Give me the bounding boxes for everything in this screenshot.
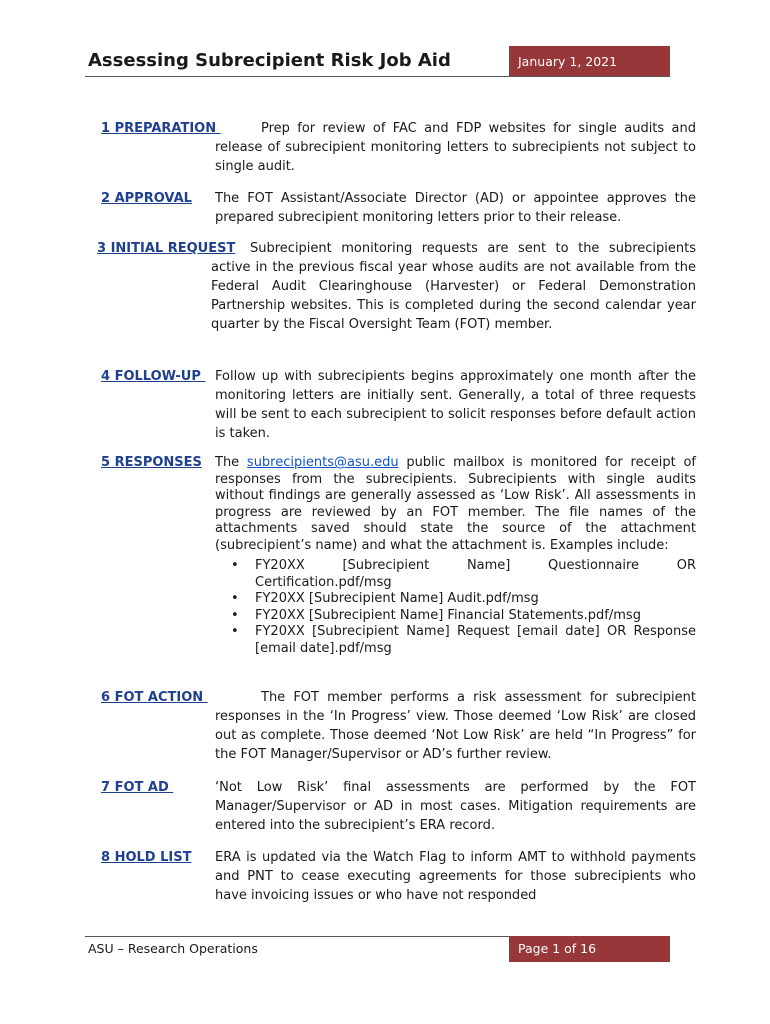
date-text: January 1, 2021: [518, 54, 618, 69]
section-responses: [101, 455, 701, 685]
section-label-hold-list: 8 HOLD LIST: [101, 850, 192, 865]
bullet-icon: •: [231, 624, 239, 639]
section-text-fot-action: The FOT member performs a risk assessment for subrecipient responses in the ‘In Progress’ view. Those deemed ‘Low Risk’ are closed out as complete. Those deemed ‘Not Low Risk’ are held “In Progress” for the FOT Manager/Supervisor or AD’s further review.: [215, 690, 696, 762]
document-title: Assessing Subrecipient Risk Job Aid: [88, 50, 451, 71]
section-fot-action: [101, 688, 697, 768]
section-hold-list: [101, 848, 697, 908]
bullet-icon: •: [231, 591, 239, 606]
page-number-badge: [509, 936, 670, 962]
date-badge: [509, 46, 670, 77]
section-initial-request: [97, 239, 697, 357]
section-text-follow-up: Follow up with subrecipients begins approximately one month after the monitoring letters are initially sent. Generally, a total of three requests will be sent to each subrecipient to solicit responses before default action is taken.: [215, 369, 696, 441]
section-text-initial-request: Subrecipient monitoring requests are sent to the subrecipients active in the previous fiscal year whose audits are not available from the Federal Audit Clearinghouse (Harvester) or Federal Demonstration Partnership websites. This is completed during the second calendar year quarter by the Fiscal Oversight Team (FOT) member.: [211, 241, 696, 332]
list-item: • FY20XX [Subrecipient Name] Financial Statements.pdf/msg: [231, 607, 641, 623]
section-text-hold-list: ERA is updated via the Watch Flag to inform AMT to withhold payments and PNT to cease executing agreements for those subrecipients who have invoicing issues or who have not responded: [215, 850, 696, 903]
section-fot-ad: [101, 778, 697, 838]
section-label-initial-request: 3 INITIAL REQUEST: [97, 241, 236, 256]
section-text-fot-ad: ‘Not Low Risk’ final assessments are performed by the FOT Manager/Supervisor or AD in most cases. Mitigation requirements are entered into the subrecipient’s ERA record.: [215, 780, 696, 833]
bullet-icon: •: [231, 607, 239, 623]
section-preparation: [101, 119, 697, 179]
section-approval: [101, 189, 697, 229]
section-label-approval: 2 APPROVAL: [101, 191, 192, 206]
section-text-preparation: Prep for review of FAC and FDP websites for single audits and release of subrecipient monitoring letters to subrecipients not subject to single audit.: [215, 121, 696, 174]
section-text-responses: The subrecipients@asu.edu public mailbox is monitored for receipt of responses from the subrecipients. Subrecipients with single audits without findings are generally assessed as ‘Low Risk’. All assessments in progress are reviewed by an FOT member. The file names of the attachments saved should state the source of the attachment (subrecipient’s name) and what the attachment is. Examples include: • FY20XX [Subrecipient Name] Questionnaire OR Certification.pdf/msg • FY20XX [Subrecipient Name] Audit.pdf/msg • FY20XX [Subrecipient Name] Financial Statements.pdf/msg • FY20XX [Subrecipient Name] Request [email date] OR Response [email date].pdf/msg: [215, 455, 696, 656]
responses-mailbox-link[interactable]: subrecipients@asu.edu: [246, 455, 399, 470]
bullet-icon: •: [231, 558, 239, 573]
header-divider: [85, 76, 670, 77]
list-item: • FY20XX [Subrecipient Name] Request [email date] OR Response [email date].pdf/msg: [231, 624, 696, 656]
section-follow-up: [101, 367, 697, 447]
list-item: • FY20XX [Subrecipient Name] Audit.pdf/msg: [231, 591, 539, 606]
section-text-approval: The FOT Assistant/Associate Director (AD) or appointee approves the prepared subrecipient monitoring letters prior to their release.: [215, 191, 696, 225]
section-label-responses: 5 RESPONSES: [101, 455, 202, 470]
list-item: • FY20XX [Subrecipient Name] Questionnaire OR Certification.pdf/msg: [231, 558, 696, 590]
page-number-text: Page 1 of 16: [518, 941, 597, 956]
section-label-preparation: 1 PREPARATION: [101, 121, 221, 136]
section-label-fot-action: 6 FOT ACTION: [101, 690, 208, 705]
section-label-fot-ad: 7 FOT AD: [101, 780, 174, 795]
footer-organization: ASU – Research Operations: [88, 941, 258, 956]
examples-list: [215, 558, 696, 657]
section-label-follow-up: 4 FOLLOW-UP: [101, 369, 206, 384]
